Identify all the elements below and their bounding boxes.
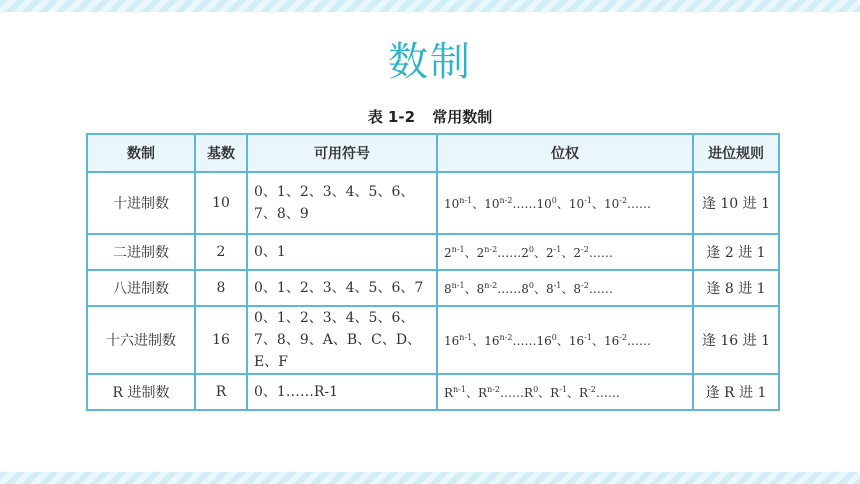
weight-exponent: n-2 — [499, 195, 513, 205]
weight-separator: …… — [500, 385, 525, 400]
weight-exponent: n-1 — [459, 332, 473, 342]
weight-term — [521, 282, 534, 296]
cell-rule: 逢 2 进 1 — [693, 234, 779, 270]
table-header-row — [87, 134, 779, 172]
weight-separator: 、 — [464, 281, 477, 296]
cell-weights — [437, 234, 693, 270]
weight-exponent: -2 — [619, 332, 628, 342]
cell-rule: 逢 8 进 1 — [693, 270, 779, 306]
weight-exponent: n-2 — [487, 384, 501, 394]
top-decorative-band — [0, 0, 860, 12]
weight-base: 2 — [476, 245, 485, 260]
weight-term — [536, 334, 556, 348]
weight-base: 16 — [536, 333, 552, 348]
weight-separator: 、 — [533, 281, 546, 296]
weight-base: 16 — [444, 333, 460, 348]
cell-rule: 逢 R 进 1 — [693, 374, 779, 410]
weight-separator: 、 — [561, 245, 574, 260]
weight-base: 8 — [545, 281, 554, 296]
weight-term — [521, 246, 534, 260]
weight-exponent: -1 — [584, 195, 592, 205]
weight-base: 10 — [484, 196, 500, 211]
weight-exponent: 0 — [551, 195, 557, 205]
weight-term — [444, 334, 472, 348]
weight-exponent: 0 — [533, 384, 539, 394]
weight-base: 16 — [568, 333, 585, 348]
cell-weights — [437, 270, 693, 306]
weight-term — [579, 386, 596, 400]
weight-term — [478, 386, 500, 400]
weight-exponent: n-2 — [484, 244, 498, 254]
weight-base: 10 — [603, 196, 620, 211]
weight-exponent: -2 — [619, 195, 628, 205]
cell-symbols: 0、1、2、3、4、5、6、7 — [247, 270, 437, 306]
weight-separator: …… — [627, 333, 652, 348]
weight-exponent: -2 — [588, 384, 596, 394]
weight-term — [477, 246, 498, 260]
cell-symbols: 0、1 — [247, 234, 437, 270]
weight-base: R — [478, 385, 488, 400]
weight-separator: …… — [588, 245, 613, 260]
weight-base: R — [579, 385, 589, 400]
header-weights: 位权 — [437, 134, 693, 172]
weight-base: 8 — [573, 281, 582, 296]
table-caption — [0, 106, 860, 127]
weight-separator: …… — [497, 245, 522, 260]
weight-separator: …… — [512, 333, 537, 348]
weight-exponent: n-2 — [499, 332, 513, 342]
cell-base: 10 — [195, 172, 247, 234]
weight-separator: …… — [497, 281, 522, 296]
table-row-radix-r — [87, 374, 779, 410]
slide-title: 数制 — [388, 39, 472, 85]
weight-term — [569, 334, 592, 348]
cell-weights — [437, 374, 693, 410]
weight-exponent: n-1 — [451, 244, 465, 254]
cell-base: 2 — [195, 234, 247, 270]
cell-system: R 进制数 — [87, 374, 195, 410]
weight-exponent: n-1 — [451, 280, 465, 290]
cell-base: 16 — [195, 306, 247, 374]
weight-separator: …… — [595, 385, 620, 400]
header-base: 基数 — [195, 134, 247, 172]
weight-base: 2 — [545, 245, 554, 260]
weight-base: 2 — [444, 245, 452, 260]
cell-system: 二进制数 — [87, 234, 195, 270]
weight-separator: 、 — [538, 385, 551, 400]
weight-term — [444, 386, 466, 400]
weight-term — [546, 282, 561, 296]
header-system: 数制 — [87, 134, 195, 172]
weight-base: 8 — [521, 281, 529, 296]
table-row-binary — [87, 234, 779, 270]
weight-term — [569, 197, 592, 211]
weight-separator: 、 — [567, 385, 580, 400]
weight-base: R — [550, 385, 560, 400]
header-rule: 进位规则 — [693, 134, 779, 172]
weight-separator: 、 — [561, 281, 574, 296]
weight-separator: 、 — [472, 196, 485, 211]
cell-symbols: 0、1、2、3、4、5、6、7、8、9、A、B、C、D、E、F — [247, 306, 437, 374]
cell-base: 8 — [195, 270, 247, 306]
cell-base: R — [195, 374, 247, 410]
weight-separator: 、 — [533, 245, 546, 260]
weight-exponent: -1 — [553, 280, 562, 290]
weight-exponent: -1 — [584, 332, 592, 342]
weight-base: 10 — [568, 196, 585, 211]
weight-term — [536, 197, 556, 211]
cell-rule: 逢 16 进 1 — [693, 306, 779, 374]
weight-base: R — [524, 385, 534, 400]
weight-exponent: -1 — [553, 244, 562, 254]
weight-exponent: 0 — [528, 280, 534, 290]
weight-term — [524, 386, 538, 400]
cell-system: 十六进制数 — [87, 306, 195, 374]
weight-separator: …… — [512, 196, 537, 211]
weight-base: 2 — [573, 245, 582, 260]
weight-base: 16 — [484, 333, 500, 348]
weight-term — [444, 282, 465, 296]
weight-base: 10 — [444, 196, 460, 211]
weight-separator: …… — [627, 196, 652, 211]
weight-separator: 、 — [556, 333, 569, 348]
weight-base: 2 — [521, 245, 529, 260]
weight-exponent: n-1 — [453, 384, 466, 394]
weight-base: 8 — [444, 281, 452, 296]
weight-exponent: -2 — [581, 280, 589, 290]
cell-symbols: 0、1、2、3、4、5、6、7、8、9 — [247, 172, 437, 234]
weight-separator: 、 — [591, 333, 604, 348]
weight-term — [550, 386, 567, 400]
weight-term — [604, 197, 627, 211]
weight-term — [444, 246, 465, 260]
weight-base: 10 — [536, 196, 552, 211]
weight-term — [477, 282, 498, 296]
cell-system: 十进制数 — [87, 172, 195, 234]
weight-base: 16 — [603, 333, 620, 348]
weight-separator: 、 — [556, 196, 569, 211]
weight-exponent: n-1 — [459, 195, 473, 205]
table-caption-label: 表 1-2 — [367, 108, 416, 126]
weight-separator: 、 — [466, 385, 479, 400]
cell-rule: 逢 10 进 1 — [693, 172, 779, 234]
weight-exponent: -2 — [581, 244, 589, 254]
cell-weights — [437, 172, 693, 234]
weight-term — [484, 197, 512, 211]
weight-separator: 、 — [591, 196, 604, 211]
weight-base: R — [444, 385, 454, 400]
weight-exponent: 0 — [528, 244, 534, 254]
cell-system: 八进制数 — [87, 270, 195, 306]
weight-term — [444, 197, 472, 211]
weight-term — [546, 246, 561, 260]
weight-exponent: 0 — [551, 332, 557, 342]
weight-base: 8 — [476, 281, 485, 296]
weight-term — [484, 334, 512, 348]
table-row-hexadecimal — [87, 306, 779, 374]
weight-term — [604, 334, 627, 348]
weight-separator: 、 — [472, 333, 485, 348]
table-caption-text: 常用数制 — [432, 108, 493, 126]
weight-separator: 、 — [464, 245, 477, 260]
weight-exponent: -1 — [559, 384, 568, 394]
weight-term — [573, 282, 588, 296]
weight-term — [573, 246, 588, 260]
number-system-table — [86, 133, 780, 411]
weight-separator: …… — [588, 281, 613, 296]
table-row-decimal — [87, 172, 779, 234]
weight-exponent: n-2 — [484, 280, 498, 290]
cell-weights — [437, 306, 693, 374]
table-row-octal — [87, 270, 779, 306]
header-symbols: 可用符号 — [247, 134, 437, 172]
bottom-decorative-band — [0, 472, 860, 484]
cell-symbols: 0、1……R-1 — [247, 374, 437, 410]
